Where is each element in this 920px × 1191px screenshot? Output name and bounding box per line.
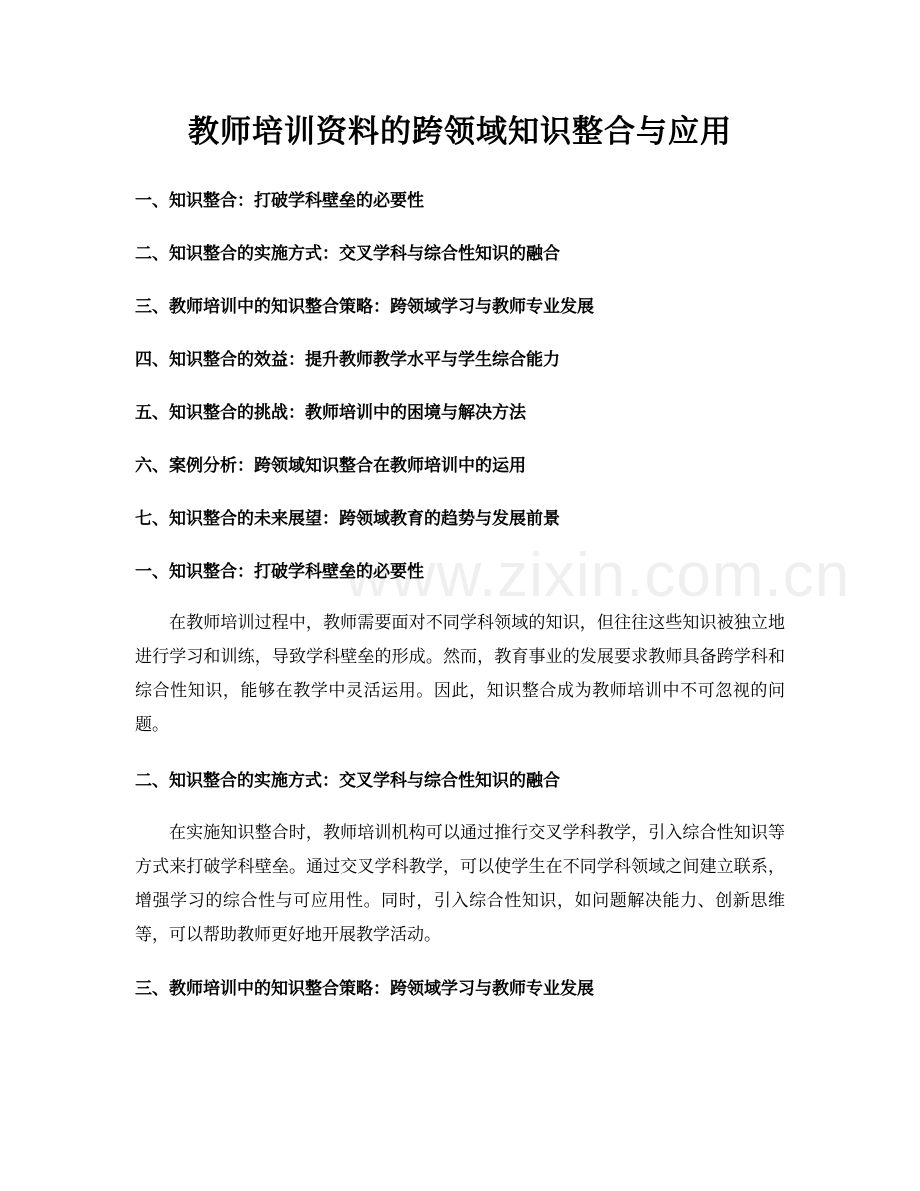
toc-item-1: 一、知识整合：打破学科壁垒的必要性 bbox=[135, 191, 424, 211]
toc-item-2: 二、知识整合的实施方式：交叉学科与综合性知识的融合 bbox=[135, 244, 560, 264]
toc-item-7: 七、知识整合的未来展望：跨领域教育的趋势与发展前景 bbox=[135, 509, 560, 529]
section-paragraph-1: 在教师培训过程中，教师需要面对不同学科领域的知识，但往往这些知识被独立地进行学习和训练，导致学科壁垒的形成。然而，教育事业的发展要求教师具备跨学科和综合性知识，能够在教学中灵活运用。因此，知识整合成为教师培训中不可忽视的问题。 bbox=[135, 613, 785, 735]
section-heading-1: 一、知识整合：打破学科壁垒的必要性 bbox=[135, 562, 424, 582]
toc-item-5: 五、知识整合的挑战：教师培训中的困境与解决方法 bbox=[135, 403, 526, 423]
toc-item-3: 三、教师培训中的知识整合策略：跨领域学习与教师专业发展 bbox=[135, 297, 594, 317]
toc-item-4: 四、知识整合的效益：提升教师教学水平与学生综合能力 bbox=[135, 350, 560, 370]
section-paragraph-2: 在实施知识整合时，教师培训机构可以通过推行交叉学科教学，引入综合性知识等方式来打破学科壁垒。通过交叉学科教学，可以使学生在不同学科领域之间建立联系，增强学习的综合性与可应用性。同时，引入综合性知识，如问题解决能力、创新思维等，可以帮助教师更好地开展教学活动。 bbox=[135, 823, 785, 945]
toc-item-6: 六、案例分析：跨领域知识整合在教师培训中的运用 bbox=[135, 456, 526, 476]
document-title: 教师培训资料的跨领域知识整合与应用 bbox=[188, 114, 732, 150]
section-heading-2: 二、知识整合的实施方式：交叉学科与综合性知识的融合 bbox=[135, 771, 560, 791]
section-heading-3: 三、教师培训中的知识整合策略：跨领域学习与教师专业发展 bbox=[135, 979, 594, 999]
watermark: www.zixin.com.cn bbox=[345, 541, 851, 610]
